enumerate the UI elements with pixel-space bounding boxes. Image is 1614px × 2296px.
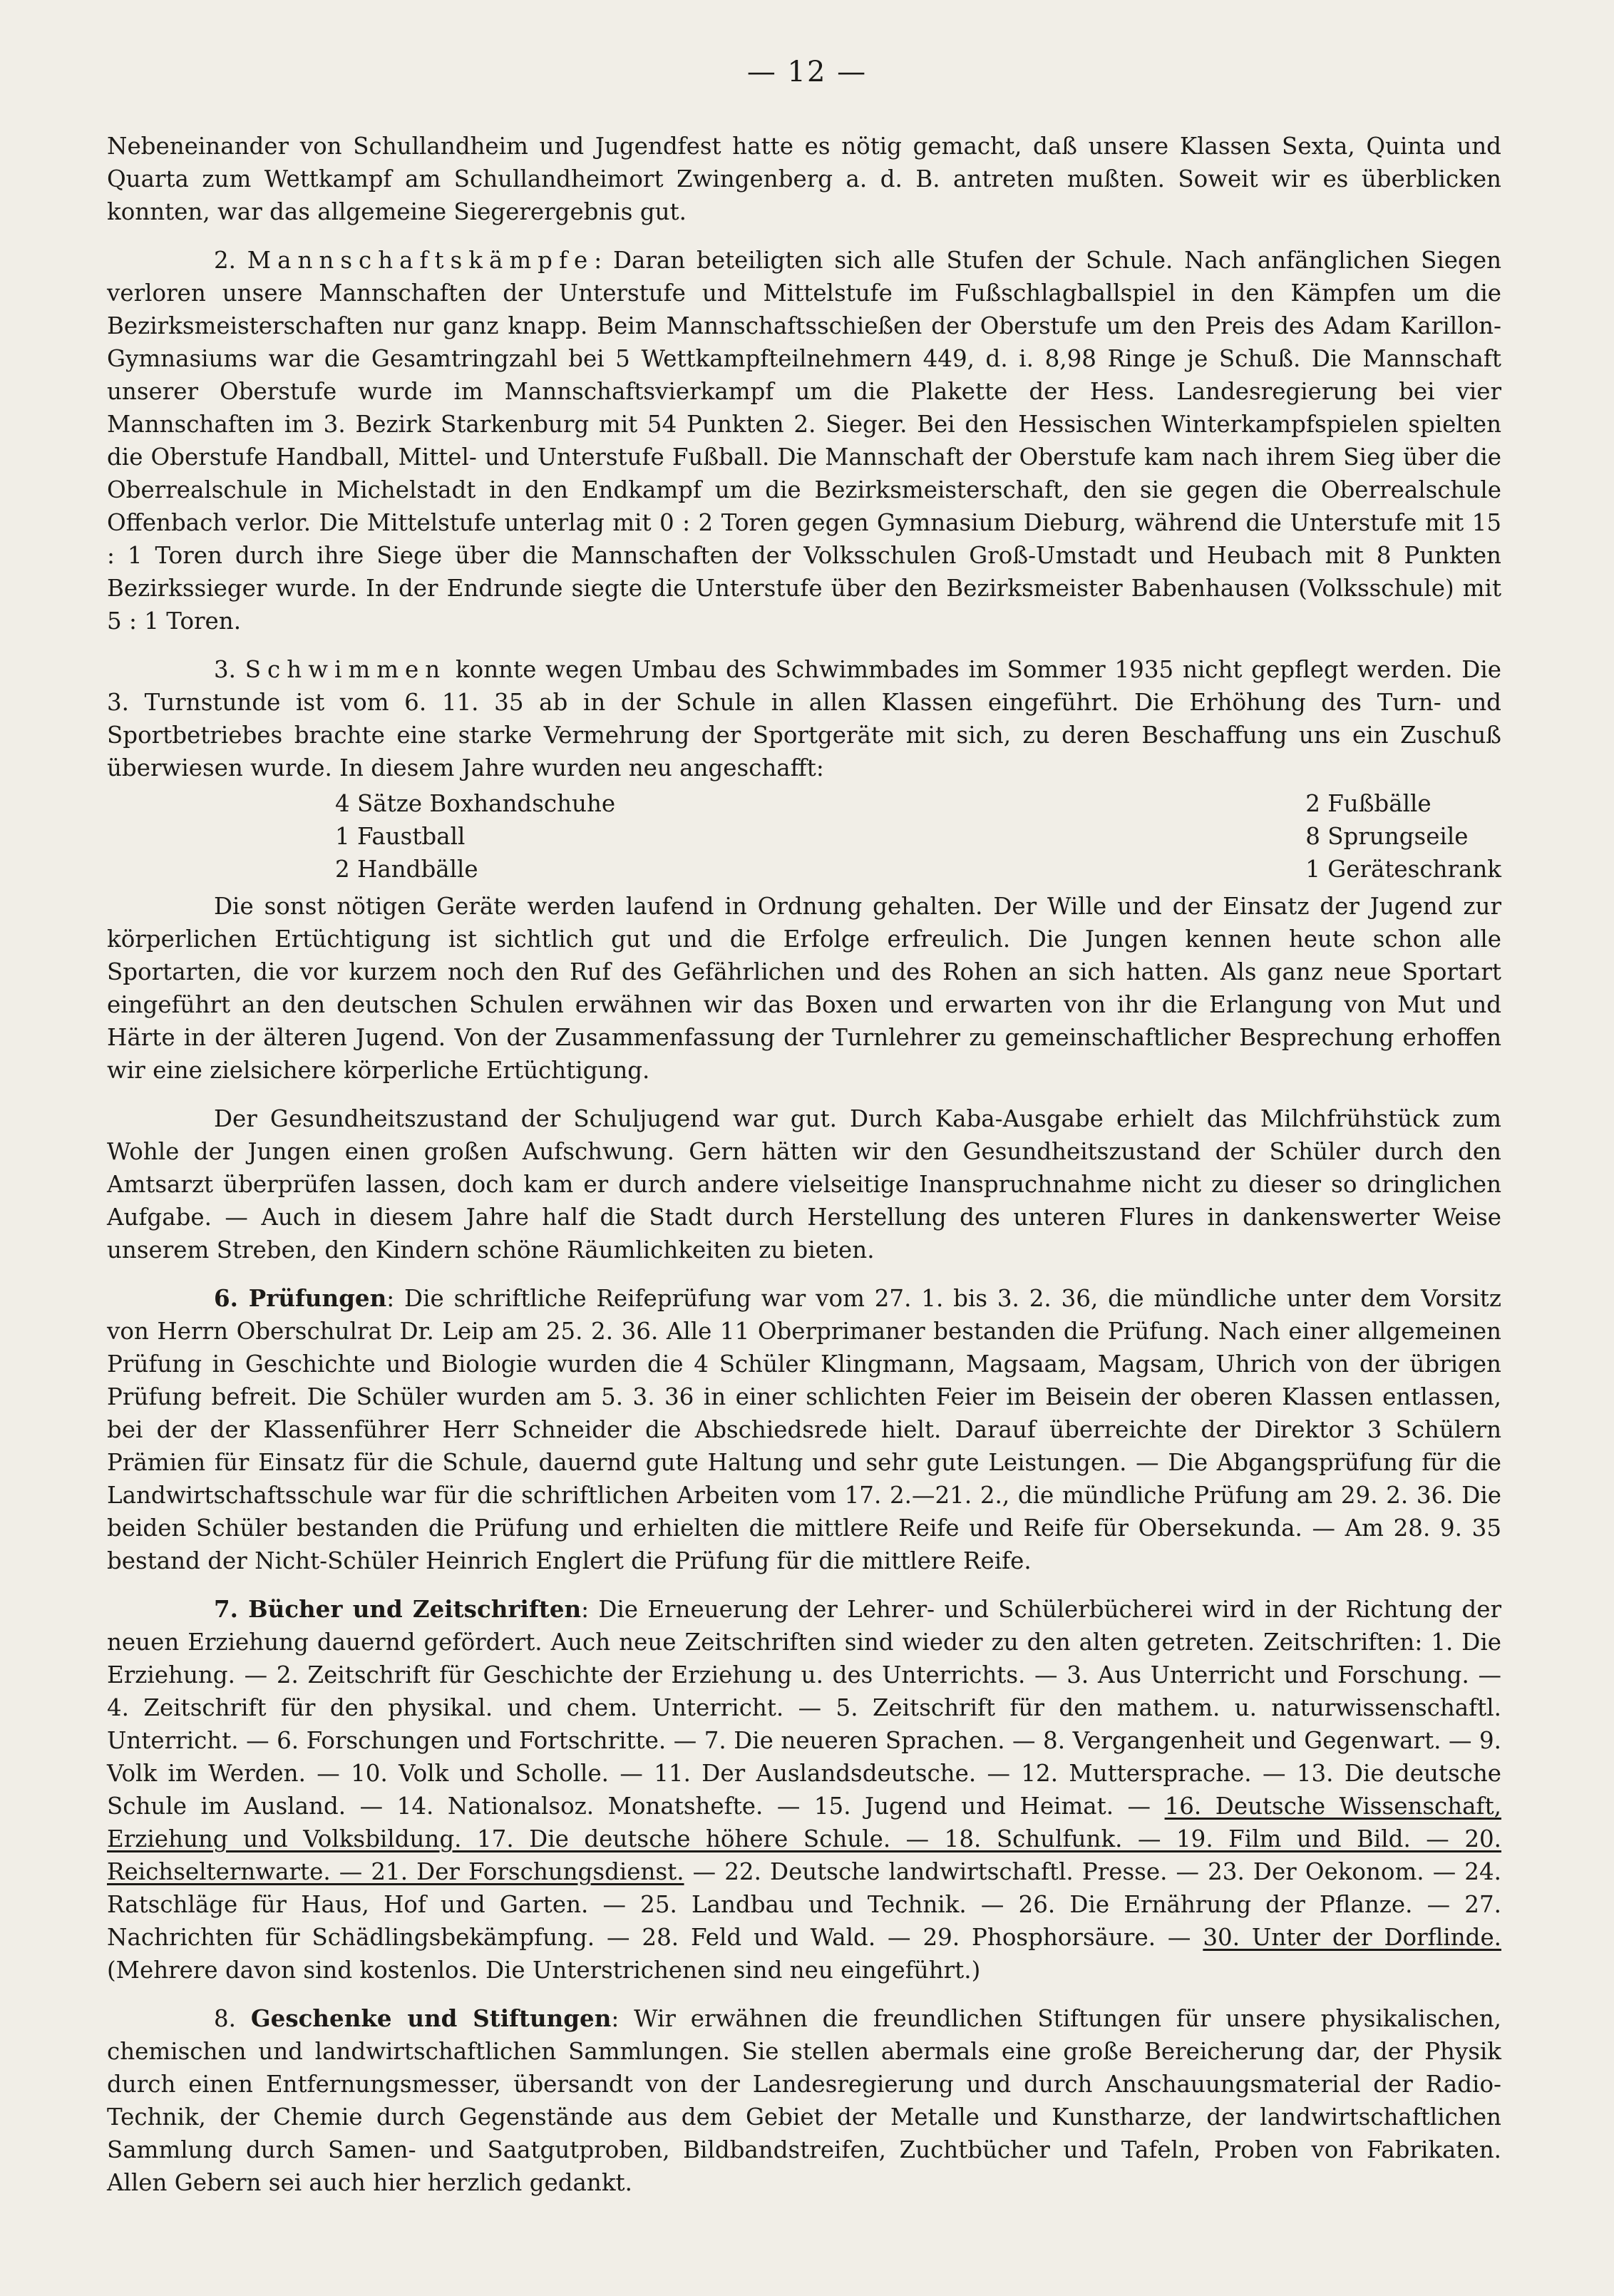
- equipment-item: 4 Sätze Boxhandschuhe: [335, 790, 616, 817]
- section-6-pruefungen: [107, 1282, 1501, 1577]
- section-8-number: 8.: [214, 2005, 251, 2032]
- section-3-number: 3.: [214, 656, 245, 683]
- intro-paragraph: Nebeneinander von Schullandheim und Jugendfest hatte es nötig gemacht, daß unsere Klassen Sexta, Quinta und Quarta zum Wettkampf am Schullandheimort Zwingenberg a. d. B. antreten mußten. Soweit wir es überblicken konnten, war das allgemeine Siegerergebnis gut.: [107, 133, 1501, 225]
- section-3-schwimmen: [107, 653, 1501, 784]
- section-7-text-c: (Mehrere davon sind kostenlos. Die Unterstrichenen sind neu eingeführt.): [107, 1957, 981, 1984]
- geraete-paragraph: Die sonst nötigen Geräte werden laufend in Ordnung gehalten. Der Wille und der Einsatz der Jugend zur körperlichen Ertüchtigung ist sichtlich gut und die Erfolge erfreulich. Die Jungen kennen heute schon alle Sportarten, die vor kurzem noch den Ruf des Gefährlichen und des Rohen an sich hatten. Als ganz neue Sportart eingeführt an den deutschen Schulen erwähnen wir das Boxen und erwarten von ihr die Erlangung von Mut und Härte in der älteren Jugend. Von der Zusammenfassung der Turnlehrer zu gemeinschaftlicher Besprechung erhoffen wir eine zielsichere körperliche Ertüchtigung.: [107, 893, 1501, 1084]
- section-6-title: 6. Prüfungen: [214, 1284, 387, 1312]
- equipment-list: [107, 787, 1501, 886]
- equipment-item: 2 Handbälle: [335, 856, 478, 883]
- section-3-title: Schwimmen: [245, 656, 447, 683]
- section-2-text: : Daran beteiligten sich alle Stufen der Schule. Nach anfänglichen Siegen verloren unsere Mannschaften der Unterstufe und Mittelstufe im Fußschlagballspiel in den Kämpfen um die Bezirksmeisterschaften nur ganz knapp. Beim Mannschaftsschießen der Oberstufe um den Preis des Adam Karillon-Gymnasiums war die Gesamtringzahl bei 5 Wettkampfteilnehmern 449, d. i. 8,98 Ringe je Schuß. Die Mannschaft unserer Oberstufe wurde im Mannschaftsvierkampf um die Plakette der Hess. Landesregierung bei vier Mannschaften im 3. Bezirk Starkenburg mit 54 Punkten 2. Sieger. Bei den Hessischen Winterkampfspielen spielten die Oberstufe Handball, Mittel- und Unterstufe Fußball. Die Mannschaft der Oberstufe kam nach ihrem Sieg über die Oberrealschule in Michelstadt in den Endkampf um die Bezirksmeisterschaft, den sie gegen die Oberrealschule Offenbach verlor. Die Mittelstufe unterlag mit 0 : 2 Toren gegen Gymnasium Dieburg, während die Unterstufe mit 15 : 1 Toren durch ihre Siege über die Mannschaften der Volksschulen Groß-Umstadt und Heubach mit 8 Punkten Bezirkssieger wurde. In der Endrunde siegte die Unterstufe über den Bezirksmeister Babenhausen (Volksschule) mit 5 : 1 Toren.: [107, 247, 1502, 635]
- section-2-mannschaftskaempfe: [107, 244, 1501, 637]
- section-7-text-a: : Die Erneuerung der Lehrer- und Schülerbücherei wird in der Richtung der neuen Erziehung dauernd gefördert. Auch neue Zeitschriften sind wieder zu den alten getreten. Zeitschriften: 1. Die Erziehung. — 2. Zeitschrift für Geschichte der Erziehung u. des Unterrichts. — 3. Aus Unterricht und Forschung. — 4. Zeitschrift für den physikal. und chem. Unterricht. — 5. Zeitschrift für den mathem. u. naturwissenschaftl. Unterricht. — 6. Forschungen und Fortschritte. — 7. Die neueren Sprachen. — 8. Vergangenheit und Gegenwart. — 9. Volk im Werden. — 10. Volk und Scholle. — 11. Der Auslandsdeutsche. — 12. Muttersprache. — 13. Die deutsche Schule im Ausland. — 14. Nationalsoz. Monatshefte. — 15. Jugend und Heimat. —: [107, 1596, 1502, 1820]
- section-7-buecher: [107, 1593, 1501, 1987]
- section-8-geschenke: [107, 2002, 1501, 2199]
- section-8-text: : Wir erwähnen die freundlichen Stiftungen für unsere physikalischen, chemischen und landwirtschaftlichen Sammlungen. Sie stellen abermals eine große Bereicherung dar, der Physik durch einen Entfernungsmesser, übersandt von der Landesregierung und durch Anschauungsmaterial der Radio-Technik, der Chemie durch Gegenstände aus dem Gebiet der Metalle und Kunstharze, der landwirtschaftlichen Sammlung durch Samen- und Saatgutproben, Bildbandstreifen, Zuchtbücher und Tafeln, Proben von Fabrikaten. Allen Gebern sei auch hier herzlich gedankt.: [107, 2005, 1502, 2196]
- section-2-number: 2.: [214, 247, 247, 274]
- equipment-item: 1 Geräteschrank: [1305, 856, 1501, 883]
- equipment-item: 2 Fußbälle: [1305, 790, 1431, 817]
- section-7-underlined-a: 16. Deutsche Wissenschaft, Erziehung und Volksbildung. 17. Die deutsche höhere Schule. — 18. Schulfunk. — 19. Film und Bild. — 20. Reichselternwarte. — 21. Der Forschungsdienst.: [107, 1793, 1501, 1885]
- section-2-title: Mannschaftskämpfe: [247, 247, 595, 274]
- gesundheit-paragraph: Der Gesundheitszustand der Schuljugend war gut. Durch Kaba-Ausgabe erhielt das Milchfrühstück zum Wohle der Jungen einen großen Aufschwung. Gern hätten wir den Gesundheitszustand der Schüler durch den Amtsarzt überprüfen lassen, doch kam er durch andere vielseitige Inanspruchnahme nicht zu dieser so dringlichen Aufgabe. — Auch in diesem Jahre half die Stadt durch Herstellung des unteren Flures in dankenswerter Weise unserem Streben, den Kindern schöne Räumlichkeiten zu bieten.: [107, 1105, 1501, 1264]
- equipment-item: 1 Faustball: [335, 823, 466, 850]
- page-number: — 12 —: [746, 56, 868, 88]
- page-body: [107, 130, 1501, 2215]
- section-3-text: konnte wegen Umbau des Schwimmbades im Sommer 1935 nicht gepflegt werden. Die 3. Turnstunde ist vom 6. 11. 35 ab in der Schule in allen Klassen eingeführt. Die Erhöhung des Turn- und Sportbetriebes brachte eine starke Vermehrung der Sportgeräte mit sich, zu deren Beschaffung uns ein Zuschuß überwiesen wurde. In diesem Jahre wurden neu angeschafft:: [107, 656, 1501, 781]
- section-6-text: : Die schriftliche Reifeprüfung war vom 27. 1. bis 3. 2. 36, die mündliche unter dem Vorsitz von Herrn Oberschulrat Dr. Leip am 25. 2. 36. Alle 11 Oberprimaner bestanden die Prüfung. Nach einer allgemeinen Prüfung in Geschichte und Biologie wurden die 4 Schüler Klingmann, Magsaam, Magsam, Uhrich von der übrigen Prüfung befreit. Die Schüler wurden am 5. 3. 36 in einer schlichten Feier im Beisein der oberen Klassen entlassen, bei der der Klassenführer Herr Schneider die Abschiedsrede hielt. Darauf überreichte der Direktor 3 Schülern Prämien für Einsatz für die Schule, dauernd gute Haltung und sehr gute Leistungen. — Die Abgangsprüfung für die Landwirtschaftsschule war für die schriftlichen Arbeiten vom 17. 2.—21. 2., die mündliche Prüfung am 29. 2. 36. Die beiden Schüler bestanden die Prüfung und erhielten die mittlere Reife und Reife für Obersekunda. — Am 28. 9. 35 bestand der Nicht-Schüler Heinrich Englert die Prüfung für die mittlere Reife.: [107, 1285, 1501, 1574]
- section-7-underlined-b: 30. Unter der Dorflinde.: [1203, 1924, 1502, 1951]
- section-8-title: Geschenke und Stiftungen: [250, 2004, 612, 2032]
- section-7-text-b: — 22. Deutsche landwirtschaftl. Presse. — 23. Der Oekonom. — 24. Ratschläge für Haus, Hof und Garten. — 25. Landbau und Technik. — 26. Die Ernährung der Pflanze. — 27. Nachrichten für Schädlingsbekämpfung. — 28. Feld und Wald. — 29. Phosphorsäure. —: [107, 1858, 1501, 1951]
- section-7-title: 7. Bücher und Zeitschriften: [214, 1595, 582, 1623]
- equipment-item: 8 Sprungseile: [1305, 823, 1469, 850]
